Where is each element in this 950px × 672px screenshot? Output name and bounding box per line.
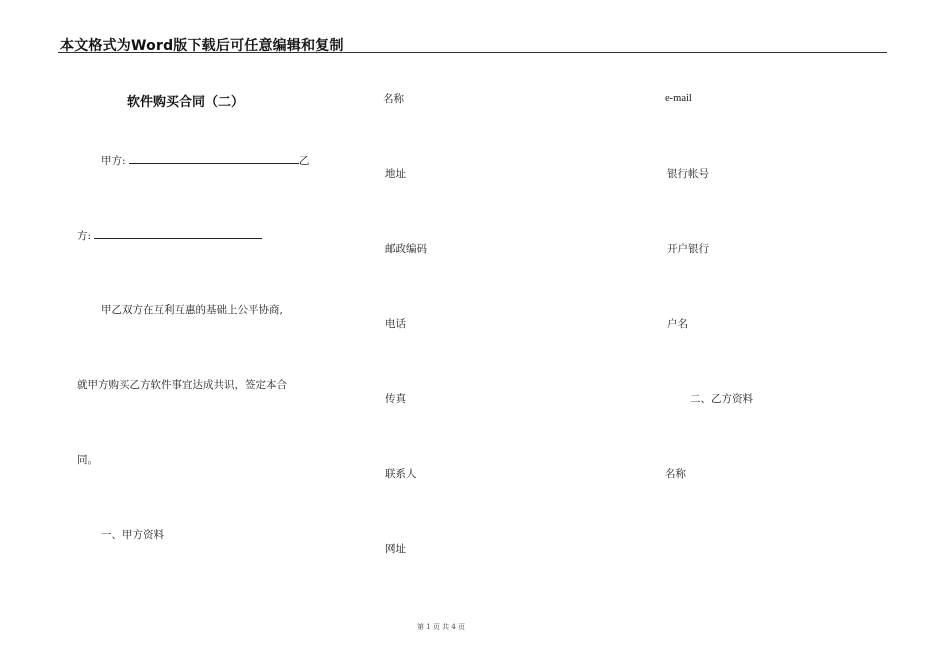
- field-phone: 电话: [385, 318, 406, 330]
- field-bank: 开户银行: [667, 243, 709, 255]
- party-a-label: 甲方:: [101, 155, 126, 167]
- party-b-prefix: 乙: [298, 155, 310, 167]
- section-party-a-info: 一、甲方资料: [101, 529, 164, 541]
- party-b-blank: [94, 228, 262, 239]
- page-number: 第 1 页 共 4 页: [416, 623, 466, 631]
- field-account-name: 户名: [667, 318, 688, 330]
- field-contact: 联系人: [385, 468, 417, 480]
- field-fax: 传真: [385, 393, 406, 405]
- field-postcode: 邮政编码: [385, 243, 427, 255]
- header-rule: [58, 52, 887, 53]
- party-a-line: [101, 153, 309, 168]
- para1-line2: 就甲方购买乙方软件事宜达成共识，签定本合: [77, 379, 287, 391]
- field-name-b: 名称: [665, 468, 686, 480]
- party-a-blank: [129, 153, 299, 164]
- field-website: 网址: [385, 543, 406, 555]
- field-bank-account: 银行帐号: [667, 168, 709, 180]
- para1-line3: 同。: [77, 454, 98, 466]
- field-name-a: 名称: [383, 93, 404, 105]
- field-address: 地址: [385, 168, 406, 180]
- para1-line1: 甲乙双方在互利互惠的基础上公平协商,: [101, 304, 283, 316]
- field-email: e-mail: [665, 93, 692, 104]
- party-b-line: [77, 228, 262, 243]
- document-header: 本文格式为Word版下载后可任意编辑和复制: [60, 38, 344, 54]
- contract-title: 软件购买合同（二）: [127, 95, 245, 110]
- section-party-b-info: 二、乙方资料: [690, 393, 753, 405]
- party-b-label: 方:: [77, 230, 92, 242]
